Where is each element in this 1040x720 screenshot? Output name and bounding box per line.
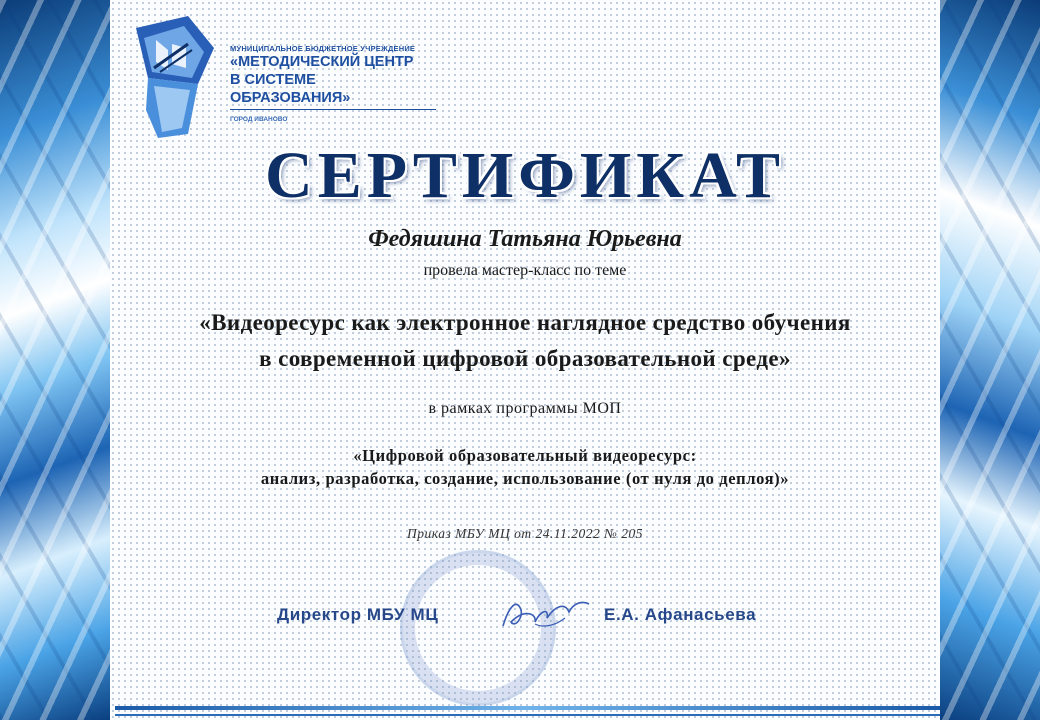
organization-logo-icon xyxy=(128,14,218,138)
certificate-title: СЕРТИФИКАТ xyxy=(265,139,785,212)
order-reference: Приказ МБУ МЦ от 24.11.2022 № 205 xyxy=(407,526,643,541)
within-program-text: в рамках программы МОП xyxy=(428,400,622,417)
organization-name-line1: «МЕТОДИЧЕСКИЙ ЦЕНТР xyxy=(230,54,414,70)
recipient-name: Федяшина Татьяна Юрьевна xyxy=(368,226,682,252)
director-title: Директор МБУ МЦ xyxy=(277,605,439,624)
organization-name-line2: В СИСТЕМЕ ОБРАЗОВАНИЯ» xyxy=(230,72,351,106)
organization-type: МУНИЦИПАЛЬНОЕ БЮДЖЕТНОЕ УЧРЕЖДЕНИЕ xyxy=(230,44,416,53)
program-block xyxy=(110,444,940,490)
program-line-2: анализ, разработка, создание, использование (от нуля до деплоя)» xyxy=(260,469,790,488)
bottom-rule xyxy=(115,706,940,710)
director-name: Е.А. Афанасьева xyxy=(604,605,757,624)
topic-block xyxy=(110,305,940,377)
topic-line-2: в современной цифровой образовательной среде» xyxy=(259,346,791,371)
bottom-rule-thin xyxy=(115,714,940,716)
organization-underline xyxy=(230,109,436,110)
conducted-text: провела мастер-класс по теме xyxy=(423,262,627,279)
organization-block xyxy=(230,44,440,123)
program-line-1: «Цифровой образовательный видеоресурс: xyxy=(353,446,697,465)
handwritten-signature-icon xyxy=(495,588,595,638)
organization-city: ГОРОД ИВАНОВО xyxy=(230,116,288,123)
topic-line-1: «Видеоресурс как электронное наглядное средство обучения xyxy=(199,310,851,335)
right-decorative-border xyxy=(940,0,1040,720)
left-decorative-border xyxy=(0,0,110,720)
